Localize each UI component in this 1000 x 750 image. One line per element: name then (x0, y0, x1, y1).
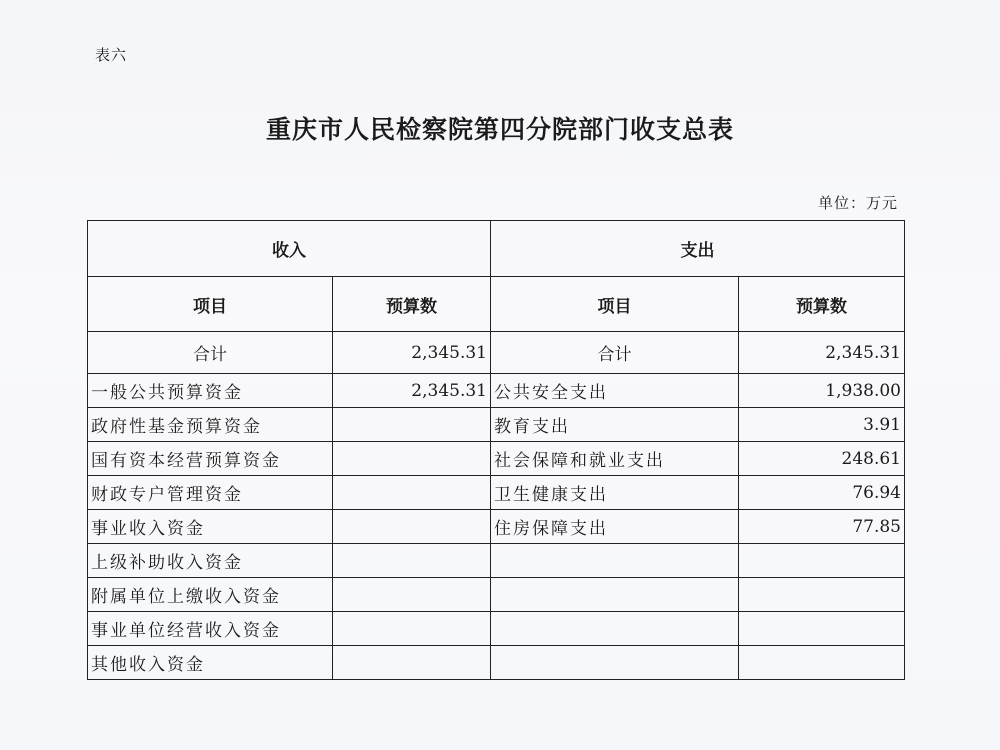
expense-budget-header: 预算数 (739, 277, 905, 332)
table-label: 表六 (95, 46, 128, 64)
income-item-cell: 财政专户管理资金 (88, 476, 333, 510)
expense-total-value: 2,345.31 (739, 332, 905, 374)
income-value-cell (333, 544, 491, 578)
group-header-row (88, 221, 905, 277)
income-budget-header: 预算数 (333, 277, 491, 332)
expense-header: 支出 (491, 221, 905, 277)
table-row (88, 510, 905, 544)
income-value-cell (333, 476, 491, 510)
income-total-value: 2,345.31 (333, 332, 491, 374)
income-value-cell (333, 612, 491, 646)
expense-item-cell (491, 578, 739, 612)
total-row (88, 332, 905, 374)
income-item-cell: 事业单位经营收入资金 (88, 612, 333, 646)
table-row (88, 578, 905, 612)
expense-item-header: 项目 (491, 277, 739, 332)
table-row (88, 544, 905, 578)
income-item-cell: 其他收入资金 (88, 646, 333, 680)
table-row (88, 442, 905, 476)
table-row (88, 476, 905, 510)
income-item-cell: 政府性基金预算资金 (88, 408, 333, 442)
table-row (88, 612, 905, 646)
expense-value-cell: 3.91 (739, 408, 905, 442)
table-row (88, 646, 905, 680)
expense-total-label: 合计 (491, 332, 739, 374)
page-title: 重庆市人民检察院第四分院部门收支总表 (265, 115, 734, 144)
table-row (88, 408, 905, 442)
income-value-cell (333, 578, 491, 612)
expense-value-cell: 1,938.00 (739, 374, 905, 408)
unit-label: 单位：万元 (817, 194, 898, 212)
income-item-header: 项目 (88, 277, 333, 332)
expense-item-cell (491, 612, 739, 646)
income-value-cell (333, 646, 491, 680)
expense-item-cell: 卫生健康支出 (491, 476, 739, 510)
expense-item-cell: 住房保障支出 (491, 510, 739, 544)
income-item-cell: 附属单位上缴收入资金 (88, 578, 333, 612)
expense-value-cell (739, 578, 905, 612)
income-value-cell (333, 442, 491, 476)
income-total-label: 合计 (88, 332, 333, 374)
expense-item-cell: 社会保障和就业支出 (491, 442, 739, 476)
expense-item-cell: 教育支出 (491, 408, 739, 442)
budget-table (87, 220, 905, 680)
expense-item-cell (491, 646, 739, 680)
income-item-cell: 上级补助收入资金 (88, 544, 333, 578)
income-item-cell: 事业收入资金 (88, 510, 333, 544)
expense-value-cell: 77.85 (739, 510, 905, 544)
income-value-cell (333, 510, 491, 544)
income-value-cell (333, 408, 491, 442)
table-row (88, 374, 905, 408)
column-header-row (88, 277, 905, 332)
expense-value-cell (739, 646, 905, 680)
expense-value-cell: 248.61 (739, 442, 905, 476)
expense-value-cell (739, 612, 905, 646)
expense-value-cell (739, 544, 905, 578)
income-header: 收入 (88, 221, 491, 277)
income-value-cell: 2,345.31 (333, 374, 491, 408)
expense-item-cell: 公共安全支出 (491, 374, 739, 408)
expense-item-cell (491, 544, 739, 578)
income-item-cell: 国有资本经营预算资金 (88, 442, 333, 476)
expense-value-cell: 76.94 (739, 476, 905, 510)
income-item-cell: 一般公共预算资金 (88, 374, 333, 408)
